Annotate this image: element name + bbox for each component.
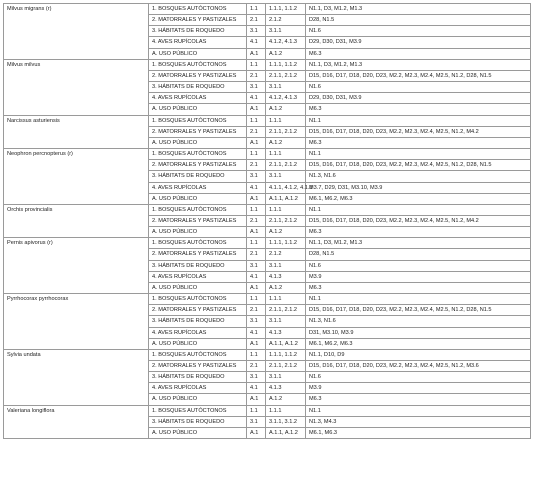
habitat-cell: 2. MATORRALES Y PASTIZALES xyxy=(149,126,247,137)
action-code-cell: 1.1.1 xyxy=(266,149,306,160)
measures-cell: M3.9 xyxy=(306,271,531,282)
measures-cell: N1.3, N1.6 xyxy=(306,171,531,182)
measures-cell: M3.7, D29, D31, M3.10, M3.9 xyxy=(306,182,531,193)
action-code-cell: A.1.2 xyxy=(266,48,306,59)
measures-cell: M6.3 xyxy=(306,48,531,59)
measures-cell: N1.1, D3, M1.2, M1.3 xyxy=(306,238,531,249)
program-code-cell: 3.1 xyxy=(247,26,266,37)
habitat-cell: 1. BOSQUES AUTÓCTONOS xyxy=(149,349,247,360)
habitat-cell: 1. BOSQUES AUTÓCTONOS xyxy=(149,59,247,70)
measures-cell: M3.9 xyxy=(306,383,531,394)
habitat-cell: 3. HÁBITATS DE ROQUEDO xyxy=(149,416,247,427)
table-row xyxy=(4,115,531,126)
measures-cell: N1.6 xyxy=(306,26,531,37)
action-code-cell: 1.1.1, 1.1.2 xyxy=(266,238,306,249)
measures-cell: N1.1 xyxy=(306,149,531,160)
species-name-cell: Pernis apivorus (r) xyxy=(4,238,149,294)
program-code-cell: 2.1 xyxy=(247,305,266,316)
measures-cell: N1.3, N1.6 xyxy=(306,316,531,327)
habitat-cell: 1. BOSQUES AUTÓCTONOS xyxy=(149,294,247,305)
action-code-cell: 1.1.1 xyxy=(266,204,306,215)
action-code-cell: 1.1.1 xyxy=(266,294,306,305)
habitat-cell: 3. HÁBITATS DE ROQUEDO xyxy=(149,171,247,182)
action-code-cell: 4.1.2, 4.1.3 xyxy=(266,37,306,48)
habitat-cell: 1. BOSQUES AUTÓCTONOS xyxy=(149,238,247,249)
measures-cell: D28, N1.5 xyxy=(306,15,531,26)
program-code-cell: 1.1 xyxy=(247,149,266,160)
measures-cell: M6.3 xyxy=(306,104,531,115)
action-code-cell: A.1.2 xyxy=(266,227,306,238)
action-code-cell: A.1.2 xyxy=(266,137,306,148)
action-code-cell: 2.1.1, 2.1.2 xyxy=(266,361,306,372)
action-code-cell: 3.1.1 xyxy=(266,26,306,37)
habitat-cell: A. USO PÚBLICO xyxy=(149,48,247,59)
habitat-cell: 2. MATORRALES Y PASTIZALES xyxy=(149,15,247,26)
program-code-cell: A.1 xyxy=(247,338,266,349)
program-code-cell: A.1 xyxy=(247,282,266,293)
habitat-cell: A. USO PÚBLICO xyxy=(149,282,247,293)
program-code-cell: A.1 xyxy=(247,427,266,438)
action-code-cell: 1.1.1, 1.1.2 xyxy=(266,349,306,360)
action-code-cell: 4.1.3 xyxy=(266,271,306,282)
table-row xyxy=(4,204,531,215)
species-name-cell: Orchis provincialis xyxy=(4,204,149,237)
habitat-cell: 1. BOSQUES AUTÓCTONOS xyxy=(149,149,247,160)
action-code-cell: A.1.1, A.1.2 xyxy=(266,193,306,204)
program-code-cell: 1.1 xyxy=(247,4,266,15)
table-row xyxy=(4,4,531,15)
program-code-cell: 1.1 xyxy=(247,405,266,416)
measures-cell: D15, D16, D17, D18, D20, D23, M2.2, M2.3, M2.4, M2.5, N1.2, M3.6 xyxy=(306,361,531,372)
action-code-cell: 2.1.1, 2.1.2 xyxy=(266,215,306,226)
habitat-cell: 2. MATORRALES Y PASTIZALES xyxy=(149,361,247,372)
habitat-cell: 3. HÁBITATS DE ROQUEDO xyxy=(149,82,247,93)
program-code-cell: 4.1 xyxy=(247,182,266,193)
habitat-cell: A. USO PÚBLICO xyxy=(149,193,247,204)
action-code-cell: 2.1.1, 2.1.2 xyxy=(266,70,306,81)
action-code-cell: 1.1.1, 1.1.2 xyxy=(266,4,306,15)
action-code-cell: A.1.2 xyxy=(266,282,306,293)
program-code-cell: 4.1 xyxy=(247,93,266,104)
measures-cell: N1.1 xyxy=(306,115,531,126)
program-code-cell: A.1 xyxy=(247,48,266,59)
habitat-cell: 1. BOSQUES AUTÓCTONOS xyxy=(149,4,247,15)
habitat-cell: A. USO PÚBLICO xyxy=(149,137,247,148)
action-code-cell: A.1.2 xyxy=(266,104,306,115)
program-code-cell: 2.1 xyxy=(247,249,266,260)
program-code-cell: A.1 xyxy=(247,227,266,238)
program-code-cell: 2.1 xyxy=(247,361,266,372)
table-row xyxy=(4,294,531,305)
habitat-cell: 2. MATORRALES Y PASTIZALES xyxy=(149,215,247,226)
program-code-cell: 3.1 xyxy=(247,260,266,271)
action-code-cell: A.1.1, A.1.2 xyxy=(266,427,306,438)
habitat-cell: A. USO PÚBLICO xyxy=(149,338,247,349)
measures-cell: N1.1, D10, D9 xyxy=(306,349,531,360)
habitat-cell: 2. MATORRALES Y PASTIZALES xyxy=(149,305,247,316)
habitat-cell: 3. HÁBITATS DE ROQUEDO xyxy=(149,372,247,383)
program-code-cell: A.1 xyxy=(247,137,266,148)
measures-cell: D29, D30, D31, M3.9 xyxy=(306,93,531,104)
species-name-cell: Narcissus asturiensis xyxy=(4,115,149,148)
measures-cell: D29, D30, D31, M3.9 xyxy=(306,37,531,48)
program-code-cell: 2.1 xyxy=(247,160,266,171)
habitat-cell: 2. MATORRALES Y PASTIZALES xyxy=(149,249,247,260)
species-name-cell: Milvus milvus xyxy=(4,59,149,115)
habitat-cell: A. USO PÚBLICO xyxy=(149,394,247,405)
action-code-cell: 2.1.1, 2.1.2 xyxy=(266,305,306,316)
measures-cell: M6.3 xyxy=(306,282,531,293)
program-code-cell: 1.1 xyxy=(247,204,266,215)
action-code-cell: 3.1.1 xyxy=(266,316,306,327)
measures-cell: N1.1 xyxy=(306,405,531,416)
habitat-cell: A. USO PÚBLICO xyxy=(149,227,247,238)
measures-cell: M6.1, M6.3 xyxy=(306,427,531,438)
action-code-cell: 4.1.1, 4.1.2, 4.1.3 xyxy=(266,182,306,193)
species-name-cell: Milvus migrans (r) xyxy=(4,4,149,60)
measures-cell: N1.6 xyxy=(306,82,531,93)
program-code-cell: 2.1 xyxy=(247,126,266,137)
program-code-cell: 4.1 xyxy=(247,383,266,394)
program-code-cell: 4.1 xyxy=(247,271,266,282)
habitat-cell: 4. AVES RUPÍCOLAS xyxy=(149,327,247,338)
measures-cell: N1.1 xyxy=(306,204,531,215)
action-code-cell: 1.1.1, 1.1.2 xyxy=(266,59,306,70)
action-code-cell: 3.1.1 xyxy=(266,82,306,93)
measures-cell: D31, M3.10, M3.9 xyxy=(306,327,531,338)
program-code-cell: A.1 xyxy=(247,104,266,115)
program-code-cell: A.1 xyxy=(247,193,266,204)
program-code-cell: 3.1 xyxy=(247,316,266,327)
habitat-cell: 2. MATORRALES Y PASTIZALES xyxy=(149,160,247,171)
program-code-cell: 2.1 xyxy=(247,70,266,81)
action-code-cell: A.1.1, A.1.2 xyxy=(266,338,306,349)
habitat-cell: A. USO PÚBLICO xyxy=(149,427,247,438)
program-code-cell: 1.1 xyxy=(247,59,266,70)
measures-cell: N1.1, D3, M1.2, M1.3 xyxy=(306,59,531,70)
program-code-cell: 2.1 xyxy=(247,215,266,226)
habitat-cell: 4. AVES RUPÍCOLAS xyxy=(149,37,247,48)
measures-cell: D15, D16, D17, D18, D20, D23, M2.2, M2.3, M2.4, M2.5, N1.2, M4.2 xyxy=(306,215,531,226)
action-code-cell: 4.1.3 xyxy=(266,383,306,394)
action-code-cell: 3.1.1 xyxy=(266,171,306,182)
table-row xyxy=(4,405,531,416)
action-code-cell: A.1.2 xyxy=(266,394,306,405)
program-code-cell: 1.1 xyxy=(247,238,266,249)
measures-cell: D15, D16, D17, D18, D20, D23, M2.2, M2.3, M2.4, M2.5, N1.2, D28, N1.5 xyxy=(306,305,531,316)
action-code-cell: 4.1.2, 4.1.3 xyxy=(266,93,306,104)
measures-cell: N1.1 xyxy=(306,294,531,305)
action-code-cell: 3.1.1 xyxy=(266,260,306,271)
species-habitat-table xyxy=(3,3,531,439)
habitat-cell: 4. AVES RUPÍCOLAS xyxy=(149,182,247,193)
measures-cell: D15, D16, D17, D18, D20, D23, M2.2, M2.3, M2.4, M2.5, N1.2, D28, N1.5 xyxy=(306,160,531,171)
measures-cell: D28, N1.5 xyxy=(306,249,531,260)
action-code-cell: 3.1.1, 3.1.2 xyxy=(266,416,306,427)
program-code-cell: 3.1 xyxy=(247,171,266,182)
program-code-cell: 1.1 xyxy=(247,115,266,126)
habitat-cell: 3. HÁBITATS DE ROQUEDO xyxy=(149,316,247,327)
measures-cell: M6.3 xyxy=(306,227,531,238)
program-code-cell: 1.1 xyxy=(247,349,266,360)
action-code-cell: 2.1.1, 2.1.2 xyxy=(266,126,306,137)
habitat-cell: A. USO PÚBLICO xyxy=(149,104,247,115)
measures-cell: D15, D16, D17, D18, D20, D23, M2.2, M2.3, M2.4, M2.5, N1.2, D28, N1.5 xyxy=(306,70,531,81)
table-row xyxy=(4,149,531,160)
habitat-cell: 3. HÁBITATS DE ROQUEDO xyxy=(149,26,247,37)
action-code-cell: 4.1.3 xyxy=(266,327,306,338)
measures-cell: M6.3 xyxy=(306,394,531,405)
species-name-cell: Neophron percnopterus (r) xyxy=(4,149,149,205)
habitat-cell: 4. AVES RUPÍCOLAS xyxy=(149,93,247,104)
action-code-cell: 2.1.2 xyxy=(266,15,306,26)
program-code-cell: 3.1 xyxy=(247,372,266,383)
program-code-cell: A.1 xyxy=(247,394,266,405)
action-code-cell: 3.1.1 xyxy=(266,372,306,383)
species-name-cell: Valeriana longiflora xyxy=(4,405,149,438)
species-name-cell: Pyrrhocorax pyrrhocorax xyxy=(4,294,149,350)
program-code-cell: 2.1 xyxy=(247,15,266,26)
measures-cell: M6.3 xyxy=(306,137,531,148)
measures-cell: N1.6 xyxy=(306,260,531,271)
program-code-cell: 3.1 xyxy=(247,82,266,93)
action-code-cell: 2.1.1, 2.1.2 xyxy=(266,160,306,171)
species-name-cell: Sylvia undata xyxy=(4,349,149,405)
measures-cell: N1.1, D3, M1.2, M1.3 xyxy=(306,4,531,15)
habitat-cell: 4. AVES RUPÍCOLAS xyxy=(149,383,247,394)
program-code-cell: 4.1 xyxy=(247,37,266,48)
program-code-cell: 3.1 xyxy=(247,416,266,427)
table-row xyxy=(4,59,531,70)
program-code-cell: 1.1 xyxy=(247,294,266,305)
measures-cell: M6.1, M6.2, M6.3 xyxy=(306,338,531,349)
habitat-cell: 3. HÁBITATS DE ROQUEDO xyxy=(149,260,247,271)
action-code-cell: 2.1.2 xyxy=(266,249,306,260)
table-body xyxy=(4,4,531,439)
action-code-cell: 1.1.1 xyxy=(266,115,306,126)
habitat-cell: 1. BOSQUES AUTÓCTONOS xyxy=(149,405,247,416)
table-row xyxy=(4,349,531,360)
habitat-cell: 4. AVES RUPÍCOLAS xyxy=(149,271,247,282)
habitat-cell: 1. BOSQUES AUTÓCTONOS xyxy=(149,204,247,215)
measures-cell: N1.3, M4.3 xyxy=(306,416,531,427)
habitat-cell: 2. MATORRALES Y PASTIZALES xyxy=(149,70,247,81)
table-row xyxy=(4,238,531,249)
measures-cell: N1.6 xyxy=(306,372,531,383)
program-code-cell: 4.1 xyxy=(247,327,266,338)
action-code-cell: 1.1.1 xyxy=(266,405,306,416)
habitat-cell: 1. BOSQUES AUTÓCTONOS xyxy=(149,115,247,126)
measures-cell: M6.1, M6.2, M6.3 xyxy=(306,193,531,204)
measures-cell: D15, D16, D17, D18, D20, D23, M2.2, M2.3, M2.4, M2.5, N1.2, M4.2 xyxy=(306,126,531,137)
